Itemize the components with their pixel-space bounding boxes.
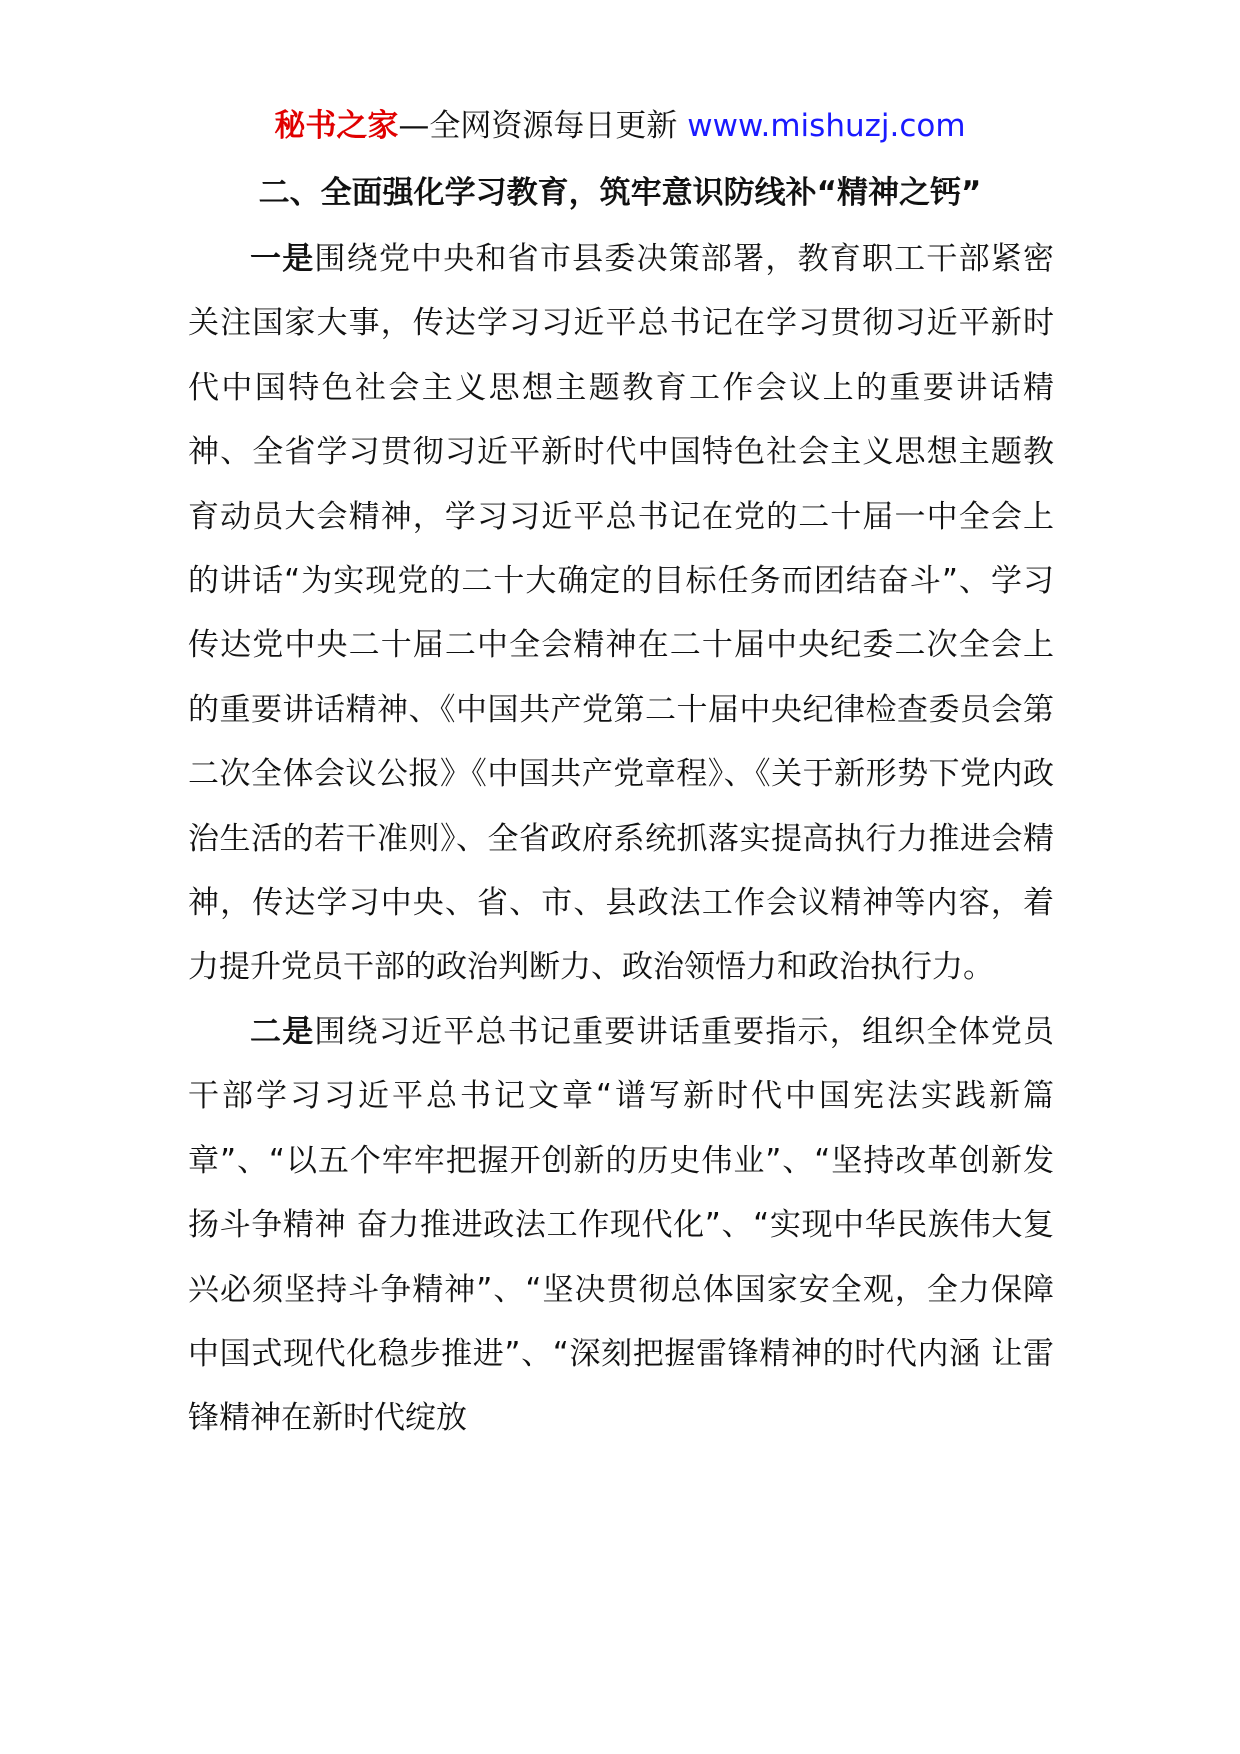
section-title: 二、全面强化学习教育，筑牢意识防线补“精神之钙”: [258, 175, 982, 211]
page-header: [0, 96, 1240, 156]
paragraph-1-text: 围绕党中央和省市县委决策部署，教育职工干部紧密关注国家大事，传达学习习近平总书记在学习贯彻习近平新时代中国特色社会主义思想主题教育工作会议上的重要讲话精神、全省学习贯彻习近平新时代中国特色社会主义思想主题教育动员大会精神，学习习近平总书记在党的二十届一中全会上的讲话“为实现党的二十大确定的目标任务而团结奋斗”、学习传达党中央二十届二中全会精神在二十届中央纪委二次全会上的重要讲话精神、《中国共产党第二十届中央纪律检查委员会第二次全体会议公报》《中国共产党章程》、《关于新形势下党内政治生活的若干准则》、全省政府系统抓落实提高执行力推进会精神，传达学习中央、省、市、县政法工作会议精神等内容，着力提升党员干部的政治判断力、政治领悟力和政治执行力。: [188, 241, 1055, 986]
paragraph-1-lead: 一是: [250, 241, 315, 277]
website-url[interactable]: www.mishuzj.com: [687, 108, 966, 144]
paragraph-2-lead: 二是: [250, 1013, 315, 1050]
brand-name: 秘书之家: [274, 108, 399, 144]
paragraph-2: [188, 1000, 1054, 1451]
header-tagline: —全网资源每日更新: [398, 108, 688, 144]
paragraph-1: [188, 227, 1054, 1000]
paragraph-2-text: 围绕习近平总书记重要讲话重要指示，组织全体党员干部学习习近平总书记文章“谱写新时代中国宪法实践新篇章”、“以五个牢牢把握开创新的历史伟业”、“坚持改革创新发扬斗争精神 奋力推进政法工作现代化”、“实现中华民族伟大复兴必须坚持斗争精神”、“坚决贯彻总体国家安全观，全力保障中国式现代化稳步推进”、“深刻把握雷锋精神的时代内涵 让雷锋精神在新时代绽放: [188, 1013, 1055, 1437]
document-body: [188, 227, 1054, 1451]
